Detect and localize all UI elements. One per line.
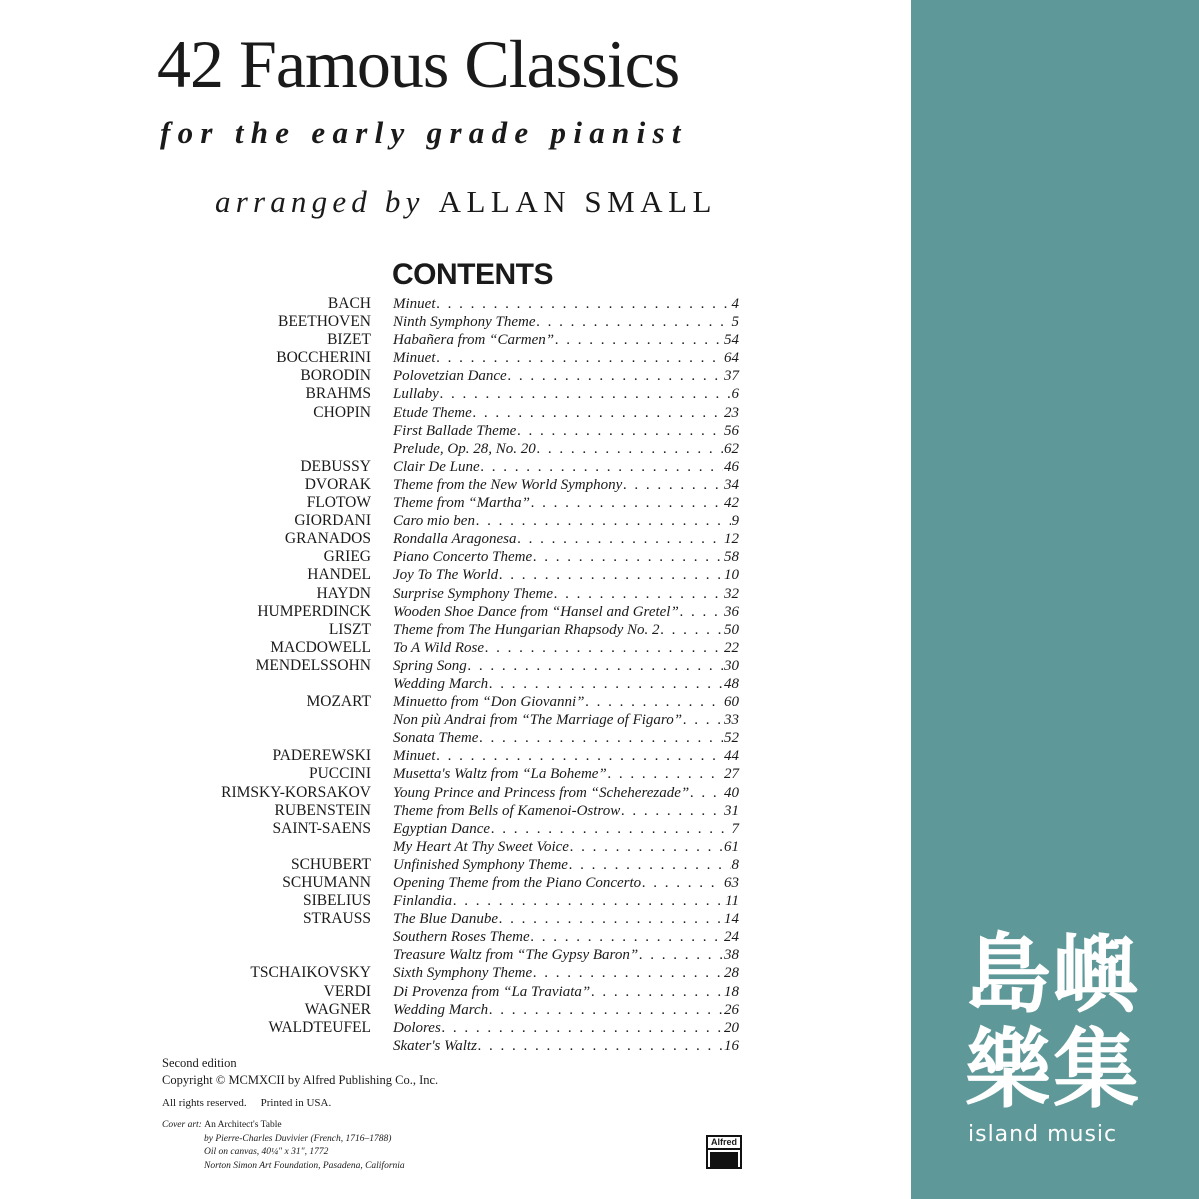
toc-piece-title: First Ballade Theme [393,422,517,439]
toc-composer: PUCCINI [308,765,371,783]
toc-piece-title: Spring Song [393,657,467,674]
toc-row [0,367,760,385]
toc-entry [393,512,739,530]
toc-piece-title: Caro mio ben [393,513,475,530]
toc-entry [393,747,739,765]
toc-composer: RIMSKY-KORSAKOV [221,783,371,801]
toc-row [0,566,760,584]
toc-leader-dots [621,802,723,820]
toc-row [0,964,760,982]
toc-composer: BORODIN [300,367,371,385]
toc-page-number: 64 [724,350,739,367]
toc-piece-title: The Blue Danube [393,911,498,928]
toc-piece-title: Sixth Symphony Theme [393,965,533,982]
toc-page-number: 22 [724,639,739,656]
toc-page-number: 23 [724,404,739,421]
toc-row [0,512,760,530]
toc-page-number: 24 [724,929,739,946]
toc-entry [393,892,739,910]
toc-row [0,657,760,675]
toc-leader-dots [531,494,723,512]
toc-leader-dots [478,1037,723,1055]
toc-composer: BOCCHERINI [276,349,371,367]
toc-composer: HAYDN [316,584,371,602]
toc-row [0,693,760,711]
brand-chars-line2: 樂集 [965,1020,1141,1120]
cover-art-collection: Norton Simon Art Foundation, Pasadena, California [204,1160,405,1171]
toc-entry [393,946,739,964]
toc-row [0,928,760,946]
toc-composer: HANDEL [307,566,371,584]
toc-leader-dots [442,1019,723,1037]
toc-row [0,385,760,403]
cover-art-label: Cover art: [162,1120,202,1130]
toc-composer: FLOTOW [306,494,371,512]
toc-piece-title: Minuetto from “Don Giovanni” [393,694,585,711]
toc-row [0,331,760,349]
toc-entry [393,784,739,802]
toc-composer: BIZET [327,331,371,349]
toc-row [0,1001,760,1019]
toc-page-number: 18 [724,983,739,1000]
toc-composer: VERDI [323,982,371,1000]
rights-line [162,1097,331,1109]
toc-leader-dots [517,530,723,548]
toc-composer: HUMPERDINCK [257,602,371,620]
toc-entry [393,566,739,584]
toc-entry [393,856,739,874]
toc-composer: WALDTEUFEL [268,1018,371,1036]
toc-row [0,404,760,422]
toc-leader-dots [476,512,731,530]
toc-composer: SCHUMANN [282,874,371,891]
toc-page-number: 54 [724,332,739,349]
toc-row [0,675,760,693]
toc-page-number: 9 [731,513,739,530]
toc-entry [393,765,739,783]
toc-page-number: 63 [724,875,739,891]
toc-page-number: 50 [724,621,739,638]
toc-piece-title: Musetta's Waltz from “La Boheme” [393,766,607,783]
toc-leader-dots [437,349,724,367]
toc-entry [393,983,739,1001]
table-of-contents [0,295,760,1055]
toc-composer: GRANADOS [284,530,371,548]
toc-page-number: 4 [731,296,739,312]
alfred-logo [706,1135,742,1169]
toc-page-number: 14 [724,911,739,928]
toc-piece-title: Etude Theme [393,404,472,421]
toc-page-number: 26 [724,1001,739,1018]
toc-row [0,892,760,910]
toc-entry [393,585,739,603]
toc-leader-dots [499,566,723,584]
toc-row [0,856,760,874]
toc-composer: SAINT-SAENS [272,819,371,837]
toc-leader-dots [437,747,724,765]
toc-leader-dots [661,621,723,639]
toc-piece-title: Theme from the New World Symphony [393,476,623,493]
toc-entry [393,385,739,403]
toc-row [0,747,760,765]
toc-row [0,946,760,964]
toc-piece-title: Wedding March [393,675,489,692]
toc-row [0,711,760,729]
toc-entry [393,458,739,476]
toc-piece-title: Minuet [393,296,436,312]
toc-row [0,295,760,313]
toc-piece-title: Skater's Waltz [393,1037,477,1054]
toc-leader-dots [479,729,723,747]
toc-page-number: 28 [724,965,739,982]
toc-leader-dots [533,548,723,566]
printed-in: Printed in USA. [260,1097,332,1109]
toc-piece-title: Egyptian Dance [393,820,491,837]
toc-page-number: 32 [724,585,739,602]
toc-leader-dots [680,603,723,621]
toc-leader-dots [639,946,723,964]
toc-leader-dots [485,639,723,657]
toc-page-number: 16 [724,1037,739,1054]
toc-entry [393,621,739,639]
toc-page-number: 52 [724,730,739,747]
toc-page-number: 30 [724,657,739,674]
toc-page-number: 7 [731,820,739,837]
toc-piece-title: Surprise Symphony Theme [393,585,553,602]
toc-entry [393,1001,739,1019]
toc-page-number: 27 [724,766,739,783]
toc-composer: CHOPIN [313,403,371,421]
brand-latin-name: island music [968,1122,1118,1147]
toc-entry [393,331,739,349]
toc-page-number: 37 [724,368,739,385]
toc-entry [393,476,739,494]
toc-piece-title: Wedding March [393,1001,489,1018]
toc-piece-title: Theme from The Hungarian Rhapsody No. 2 [393,621,660,638]
cover-art-medium: Oil on canvas, 40¼" x 31", 1772 [204,1147,329,1157]
toc-entry [393,675,739,693]
toc-leader-dots [623,476,723,494]
toc-leader-dots [608,765,723,783]
toc-page-number: 48 [724,675,739,692]
toc-row [0,820,760,838]
toc-entry [393,530,739,548]
toc-leader-dots [569,856,731,874]
toc-entry [393,639,739,657]
toc-piece-title: Finlandia [393,893,453,910]
toc-composer: PADEREWSKI [272,747,371,765]
toc-entry [393,711,739,729]
toc-piece-title: Theme from Bells of Kamenoi-Ostrow [393,802,621,819]
toc-entry [393,910,739,928]
toc-page-number: 44 [724,748,739,765]
toc-piece-title: Clair De Lune [393,458,480,475]
toc-page-number: 62 [724,440,739,457]
toc-row [0,458,760,476]
toc-row [0,585,760,603]
toc-piece-title: Piano Concerto Theme [393,549,533,566]
toc-row [0,784,760,802]
toc-piece-title: Non più Andrai from “The Marriage of Figaro” [393,712,683,729]
toc-composer: DVORAK [304,475,371,493]
toc-row [0,440,760,458]
toc-piece-title: Unfinished Symphony Theme [393,856,568,873]
toc-entry [393,874,739,892]
toc-entry [393,693,739,711]
toc-row [0,422,760,440]
cover-art-title: An Architect's Table [204,1120,282,1130]
toc-leader-dots [570,838,723,856]
toc-piece-title: To A Wild Rose [393,639,484,656]
toc-entry [393,820,739,838]
toc-composer: SIBELIUS [302,892,371,910]
brand-logo [965,925,1145,1120]
rights-reserved: All rights reserved. [162,1097,247,1109]
toc-page-number: 60 [724,694,739,711]
toc-entry [393,802,739,820]
cover-art-credit [162,1119,405,1173]
toc-piece-title: Wooden Shoe Dance from “Hansel and Gretel” [393,603,679,620]
toc-composer: GRIEG [323,548,371,566]
toc-entry [393,603,739,621]
toc-composer: TSCHAIKOVSKY [250,964,371,982]
toc-entry [393,440,739,458]
toc-row [0,349,760,367]
arranger-line [215,184,717,220]
toc-page-number: 33 [724,712,739,729]
toc-entry [393,1037,739,1055]
toc-piece-title: Habañera from “Carmen” [393,332,555,349]
toc-page-number: 11 [725,893,739,910]
arranger-name: ALLAN SMALL [438,184,717,219]
toc-entry [393,313,739,331]
toc-composer: BEETHOVEN [278,313,371,331]
toc-row [0,729,760,747]
toc-page-number: 36 [724,603,739,620]
toc-piece-title: Joy To The World [393,567,499,584]
publisher-logo-text: Alfred [708,1137,740,1150]
toc-piece-title: Rondalla Aragonesa [393,531,517,548]
toc-row [0,621,760,639]
toc-leader-dots [517,422,723,440]
toc-composer: SCHUBERT [290,855,371,873]
toc-page-number: 20 [724,1019,739,1036]
toc-leader-dots [499,910,723,928]
toc-page-number: 31 [724,802,739,819]
toc-piece-title: Young Prince and Princess from “Scheherezade” [393,784,690,801]
arranged-by-label: arranged by [215,184,425,219]
toc-entry [393,404,739,422]
toc-piece-title: Minuet [393,748,436,765]
toc-composer: LISZT [328,620,371,638]
toc-leader-dots [555,331,723,349]
toc-row [0,838,760,856]
toc-entry [393,349,739,367]
toc-composer: RUBENSTEIN [274,801,371,819]
toc-row [0,983,760,1001]
toc-row [0,1019,760,1037]
toc-page-number: 58 [724,549,739,566]
toc-entry [393,964,739,982]
toc-piece-title: Treasure Waltz from “The Gypsy Baron” [393,947,639,964]
toc-leader-dots [440,385,731,403]
toc-piece-title: Prelude, Op. 28, No. 20 [393,440,536,457]
toc-page-number: 38 [724,947,739,964]
toc-page-number: 40 [724,784,739,801]
toc-row [0,1037,760,1055]
toc-leader-dots [481,458,723,476]
toc-piece-title: Ninth Symphony Theme [393,314,536,331]
toc-composer: STRAUSS [302,910,371,928]
contents-heading: CONTENTS [392,258,553,291]
toc-row [0,802,760,820]
toc-leader-dots [453,892,724,910]
toc-piece-title: My Heart At Thy Sweet Voice [393,838,569,855]
toc-leader-dots [642,874,723,892]
toc-leader-dots [508,367,723,385]
book-title: 42 Famous Classics [157,26,680,102]
toc-entry [393,838,739,856]
toc-page-number: 42 [724,495,739,512]
toc-page-number: 8 [731,856,739,873]
toc-piece-title: Sonata Theme [393,730,479,747]
toc-row [0,530,760,548]
toc-leader-dots [531,928,723,946]
toc-piece-title: Polovetzian Dance [393,368,507,385]
toc-entry [393,422,739,440]
toc-row [0,910,760,928]
toc-leader-dots [468,657,723,675]
toc-page-number: 46 [724,458,739,475]
toc-page-number: 61 [724,838,739,855]
toc-leader-dots [473,404,723,422]
toc-entry [393,548,739,566]
toc-entry [393,729,739,747]
toc-composer: GIORDANI [294,512,371,530]
toc-page-number: 5 [731,314,739,331]
edition-note: Second edition [162,1056,237,1070]
toc-piece-title: Dolores [393,1019,441,1036]
toc-page-number: 56 [724,422,739,439]
toc-composer: DEBUSSY [300,457,371,475]
toc-composer: MENDELSSOHN [255,656,371,674]
toc-row [0,639,760,657]
toc-page-number: 6 [731,386,739,403]
toc-row [0,765,760,783]
toc-piece-title: Di Provenza from “La Traviata” [393,983,591,1000]
toc-leader-dots [586,693,723,711]
toc-entry [393,1019,739,1037]
toc-entry [393,494,739,512]
brand-chars-line1: 島嶼 [965,925,1141,1025]
toc-page-number: 10 [724,567,739,584]
toc-leader-dots [536,313,730,331]
toc-leader-dots [489,675,723,693]
cover-art-artist: by Pierre-Charles Duvivier (French, 1716–1788) [204,1133,392,1144]
toc-piece-title: Minuet [393,350,436,367]
toc-leader-dots [533,964,723,982]
toc-entry [393,928,739,946]
toc-leader-dots [591,983,723,1001]
toc-leader-dots [554,585,723,603]
toc-composer: WAGNER [304,1000,371,1018]
toc-entry [393,657,739,675]
toc-composer: BACH [327,295,371,312]
toc-leader-dots [690,784,723,802]
toc-row [0,476,760,494]
toc-row [0,313,760,331]
toc-entry [393,295,739,313]
book-subtitle: for the early grade pianist [160,115,688,150]
toc-leader-dots [489,1001,723,1019]
copyright-notice: Copyright © MCMXCII by Alfred Publishing Co., Inc. [162,1073,439,1087]
toc-leader-dots [437,295,731,313]
toc-row [0,494,760,512]
toc-row [0,874,760,892]
toc-page-number: 12 [724,531,739,548]
toc-piece-title: Opening Theme from the Piano Concerto [393,875,642,891]
toc-composer: MACDOWELL [270,638,371,656]
toc-row [0,603,760,621]
toc-page-number: 34 [724,476,739,493]
toc-leader-dots [683,711,723,729]
toc-row [0,548,760,566]
toc-composer: BRAHMS [305,385,371,403]
toc-piece-title: Lullaby [393,386,439,403]
toc-piece-title: Southern Roses Theme [393,929,530,946]
toc-leader-dots [537,440,723,458]
toc-entry [393,367,739,385]
toc-piece-title: Theme from “Martha” [393,495,530,512]
toc-leader-dots [491,820,730,838]
publisher-logo-mark [710,1152,738,1169]
toc-composer: MOZART [306,693,371,711]
